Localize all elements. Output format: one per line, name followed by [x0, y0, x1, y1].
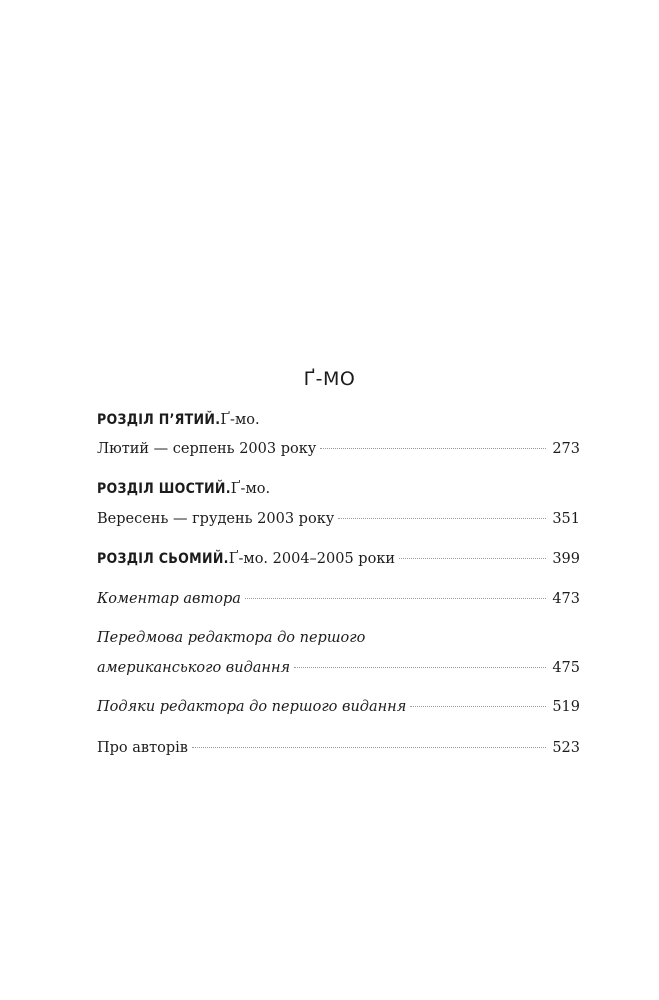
entry-title: Подяки редактора до першого видання: [97, 699, 407, 715]
toc-entry[interactable]: [97, 696, 580, 718]
page-number: 351: [552, 511, 580, 527]
dot-leader: [294, 667, 546, 668]
toc-chapter-5-heading: [97, 409, 580, 431]
entry-title: Вересень — грудень 2003 року: [97, 511, 335, 527]
entry-title: Лютий — серпень 2003 року: [97, 441, 317, 457]
chapter-label: РОЗДІЛ П’ЯТИЙ.: [97, 412, 221, 428]
toc-entry[interactable]: [97, 548, 580, 570]
page-number: 273: [552, 441, 580, 457]
chapter-label: РОЗДІЛ СЬОМИЙ.: [97, 551, 229, 567]
chapter-title: Ґ-мо. 2004–2005 роки: [228, 551, 396, 567]
toc-entry-line-1[interactable]: [97, 627, 580, 649]
dot-leader: [192, 747, 546, 748]
section-title: Ґ-МО: [303, 368, 356, 390]
entry-title: Коментар автора: [97, 591, 241, 607]
chapter-title: Ґ-мо.: [230, 481, 271, 497]
page-number: 475: [552, 660, 580, 676]
chapter-label: РОЗДІЛ ШОСТИЙ.: [97, 481, 231, 497]
toc-entry[interactable]: [97, 508, 580, 530]
toc-entry[interactable]: [97, 657, 580, 679]
dot-leader: [410, 706, 546, 707]
page-number: 399: [552, 551, 580, 567]
page-number: 473: [552, 591, 580, 607]
entry-title: Про авторів: [97, 740, 188, 756]
dot-leader: [320, 448, 546, 449]
dot-leader: [245, 598, 546, 599]
toc-entry[interactable]: [97, 588, 580, 610]
dot-leader: [399, 558, 546, 559]
entry-title: Передмова редактора до першого: [97, 630, 366, 646]
entry-title: американського видання: [97, 660, 291, 676]
chapter-title: Ґ-мо.: [220, 412, 260, 428]
page-number: 519: [552, 699, 580, 715]
page-number: 523: [552, 740, 580, 756]
toc-chapter-6-heading: [97, 478, 580, 500]
dot-leader: [338, 518, 546, 519]
toc-entry[interactable]: [97, 438, 580, 460]
toc-entry[interactable]: [97, 737, 580, 759]
